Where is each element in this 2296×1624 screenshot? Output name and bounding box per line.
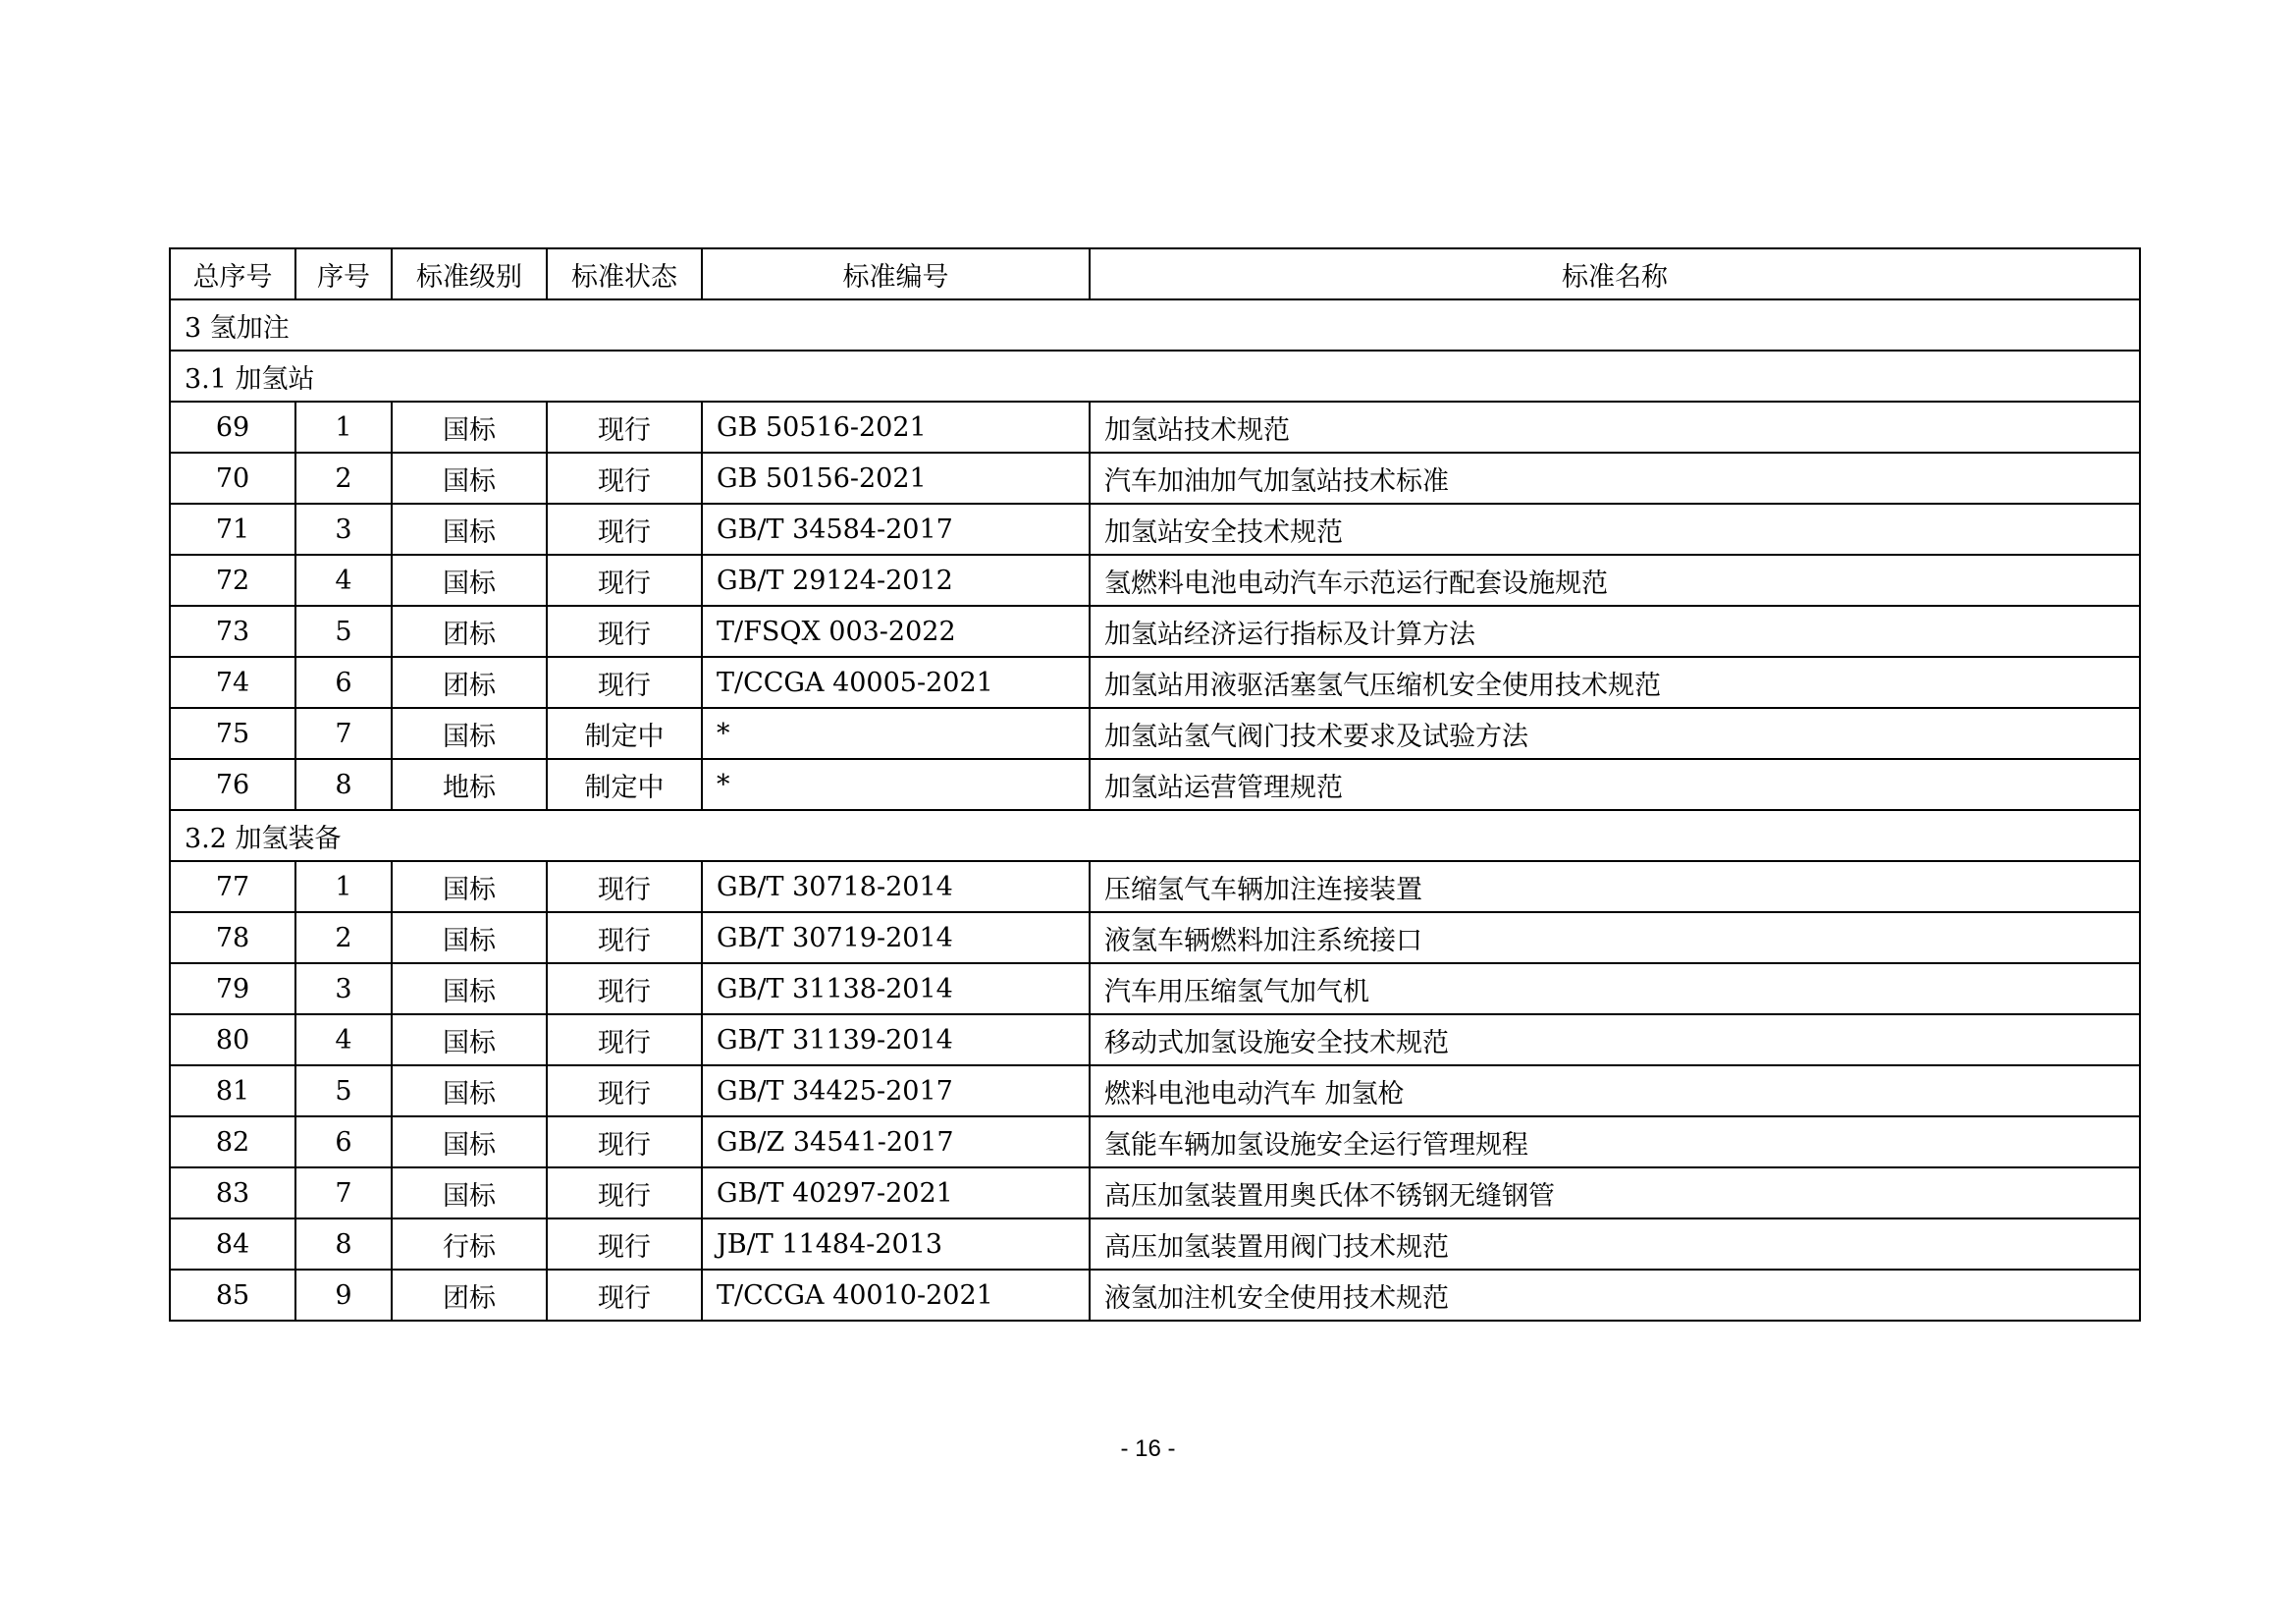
cell-no: 8 <box>295 759 392 810</box>
cell-no: 9 <box>295 1270 392 1321</box>
table-row <box>170 759 2140 810</box>
cell-code: JB/T 11484-2013 <box>702 1218 1090 1270</box>
cell-level: 国标 <box>392 963 547 1014</box>
cell-level: 国标 <box>392 708 547 759</box>
cell-level: 国标 <box>392 1065 547 1116</box>
cell-total-no: 69 <box>170 402 295 453</box>
cell-total-no: 82 <box>170 1116 295 1167</box>
table-row <box>170 912 2140 963</box>
cell-no: 3 <box>295 963 392 1014</box>
cell-level: 国标 <box>392 861 547 912</box>
cell-status: 现行 <box>547 504 702 555</box>
header-name: 标准名称 <box>1090 248 2140 299</box>
cell-no: 4 <box>295 1014 392 1065</box>
cell-status: 现行 <box>547 861 702 912</box>
subsection-row <box>170 351 2140 402</box>
table-row <box>170 606 2140 657</box>
table-row <box>170 963 2140 1014</box>
section-title-hydrogen-refueling: 3 氢加注 <box>170 299 2140 351</box>
cell-code: T/CCGA 40005-2021 <box>702 657 1090 708</box>
cell-code: GB 50516-2021 <box>702 402 1090 453</box>
table-row <box>170 1218 2140 1270</box>
cell-status: 现行 <box>547 555 702 606</box>
cell-no: 2 <box>295 453 392 504</box>
cell-code: T/FSQX 003-2022 <box>702 606 1090 657</box>
rows-refueling-station <box>170 402 2140 810</box>
cell-name: 氢燃料电池电动汽车示范运行配套设施规范 <box>1090 555 2140 606</box>
cell-code: T/CCGA 40010-2021 <box>702 1270 1090 1321</box>
cell-no: 1 <box>295 402 392 453</box>
cell-no: 7 <box>295 708 392 759</box>
cell-status: 现行 <box>547 402 702 453</box>
cell-code: * <box>702 759 1090 810</box>
cell-total-no: 72 <box>170 555 295 606</box>
table-row <box>170 402 2140 453</box>
subsection-row <box>170 810 2140 861</box>
header-level: 标准级别 <box>392 248 547 299</box>
table-row <box>170 1116 2140 1167</box>
cell-name: 高压加氢装置用奥氏体不锈钢无缝钢管 <box>1090 1167 2140 1218</box>
cell-level: 国标 <box>392 1167 547 1218</box>
table-row <box>170 555 2140 606</box>
cell-status: 现行 <box>547 1116 702 1167</box>
cell-name: 加氢站运营管理规范 <box>1090 759 2140 810</box>
table-row <box>170 1065 2140 1116</box>
cell-name: 燃料电池电动汽车 加氢枪 <box>1090 1065 2140 1116</box>
cell-no: 4 <box>295 555 392 606</box>
cell-name: 液氢加注机安全使用技术规范 <box>1090 1270 2140 1321</box>
cell-level: 团标 <box>392 606 547 657</box>
cell-level: 国标 <box>392 402 547 453</box>
table-row <box>170 504 2140 555</box>
cell-total-no: 71 <box>170 504 295 555</box>
cell-total-no: 75 <box>170 708 295 759</box>
cell-total-no: 70 <box>170 453 295 504</box>
cell-total-no: 78 <box>170 912 295 963</box>
cell-total-no: 74 <box>170 657 295 708</box>
cell-name: 汽车加油加气加氢站技术标准 <box>1090 453 2140 504</box>
cell-status: 现行 <box>547 963 702 1014</box>
cell-level: 行标 <box>392 1218 547 1270</box>
cell-code: GB/T 34425-2017 <box>702 1065 1090 1116</box>
table-row <box>170 657 2140 708</box>
table-row <box>170 453 2140 504</box>
cell-total-no: 85 <box>170 1270 295 1321</box>
cell-status: 制定中 <box>547 759 702 810</box>
cell-code: GB/T 31139-2014 <box>702 1014 1090 1065</box>
cell-code: GB/Z 34541-2017 <box>702 1116 1090 1167</box>
table-row <box>170 1167 2140 1218</box>
table-row <box>170 1270 2140 1321</box>
cell-status: 现行 <box>547 657 702 708</box>
cell-total-no: 80 <box>170 1014 295 1065</box>
cell-total-no: 79 <box>170 963 295 1014</box>
cell-no: 6 <box>295 1116 392 1167</box>
cell-status: 现行 <box>547 1218 702 1270</box>
cell-code: GB/T 30719-2014 <box>702 912 1090 963</box>
cell-name: 压缩氢气车辆加注连接装置 <box>1090 861 2140 912</box>
cell-total-no: 73 <box>170 606 295 657</box>
table-header-row <box>170 248 2140 299</box>
cell-level: 国标 <box>392 912 547 963</box>
subsection-title-refueling-station: 3.1 加氢站 <box>170 351 2140 402</box>
cell-level: 团标 <box>392 1270 547 1321</box>
cell-no: 5 <box>295 606 392 657</box>
cell-status: 制定中 <box>547 708 702 759</box>
cell-code: GB 50156-2021 <box>702 453 1090 504</box>
cell-code: GB/T 30718-2014 <box>702 861 1090 912</box>
cell-level: 国标 <box>392 453 547 504</box>
cell-level: 国标 <box>392 555 547 606</box>
cell-status: 现行 <box>547 1014 702 1065</box>
cell-code: GB/T 34584-2017 <box>702 504 1090 555</box>
rows-refueling-equipment <box>170 861 2140 1321</box>
cell-code: GB/T 31138-2014 <box>702 963 1090 1014</box>
cell-name: 汽车用压缩氢气加气机 <box>1090 963 2140 1014</box>
cell-total-no: 77 <box>170 861 295 912</box>
cell-status: 现行 <box>547 1167 702 1218</box>
cell-no: 2 <box>295 912 392 963</box>
cell-name: 加氢站经济运行指标及计算方法 <box>1090 606 2140 657</box>
cell-total-no: 83 <box>170 1167 295 1218</box>
cell-name: 加氢站用液驱活塞氢气压缩机安全使用技术规范 <box>1090 657 2140 708</box>
cell-level: 国标 <box>392 1014 547 1065</box>
section-row <box>170 299 2140 351</box>
cell-level: 地标 <box>392 759 547 810</box>
cell-code: * <box>702 708 1090 759</box>
page-number: - 16 - <box>1120 1435 1176 1462</box>
cell-name: 加氢站氢气阀门技术要求及试验方法 <box>1090 708 2140 759</box>
cell-name: 移动式加氢设施安全技术规范 <box>1090 1014 2140 1065</box>
table-row <box>170 861 2140 912</box>
cell-no: 1 <box>295 861 392 912</box>
cell-no: 6 <box>295 657 392 708</box>
cell-no: 8 <box>295 1218 392 1270</box>
cell-no: 7 <box>295 1167 392 1218</box>
header-status: 标准状态 <box>547 248 702 299</box>
cell-name: 加氢站技术规范 <box>1090 402 2140 453</box>
cell-code: GB/T 40297-2021 <box>702 1167 1090 1218</box>
cell-status: 现行 <box>547 1270 702 1321</box>
subsection-title-refueling-equipment: 3.2 加氢装备 <box>170 810 2140 861</box>
cell-status: 现行 <box>547 1065 702 1116</box>
header-code: 标准编号 <box>702 248 1090 299</box>
cell-total-no: 76 <box>170 759 295 810</box>
cell-code: GB/T 29124-2012 <box>702 555 1090 606</box>
cell-level: 国标 <box>392 504 547 555</box>
cell-no: 3 <box>295 504 392 555</box>
cell-level: 国标 <box>392 1116 547 1167</box>
cell-status: 现行 <box>547 453 702 504</box>
cell-status: 现行 <box>547 912 702 963</box>
standards-table <box>169 247 2141 1322</box>
header-total-no: 总序号 <box>170 248 295 299</box>
cell-total-no: 84 <box>170 1218 295 1270</box>
cell-name: 液氢车辆燃料加注系统接口 <box>1090 912 2140 963</box>
cell-no: 5 <box>295 1065 392 1116</box>
cell-total-no: 81 <box>170 1065 295 1116</box>
cell-name: 高压加氢装置用阀门技术规范 <box>1090 1218 2140 1270</box>
cell-level: 团标 <box>392 657 547 708</box>
cell-status: 现行 <box>547 606 702 657</box>
table-row <box>170 708 2140 759</box>
table-row <box>170 1014 2140 1065</box>
header-no: 序号 <box>295 248 392 299</box>
cell-name: 加氢站安全技术规范 <box>1090 504 2140 555</box>
cell-name: 氢能车辆加氢设施安全运行管理规程 <box>1090 1116 2140 1167</box>
